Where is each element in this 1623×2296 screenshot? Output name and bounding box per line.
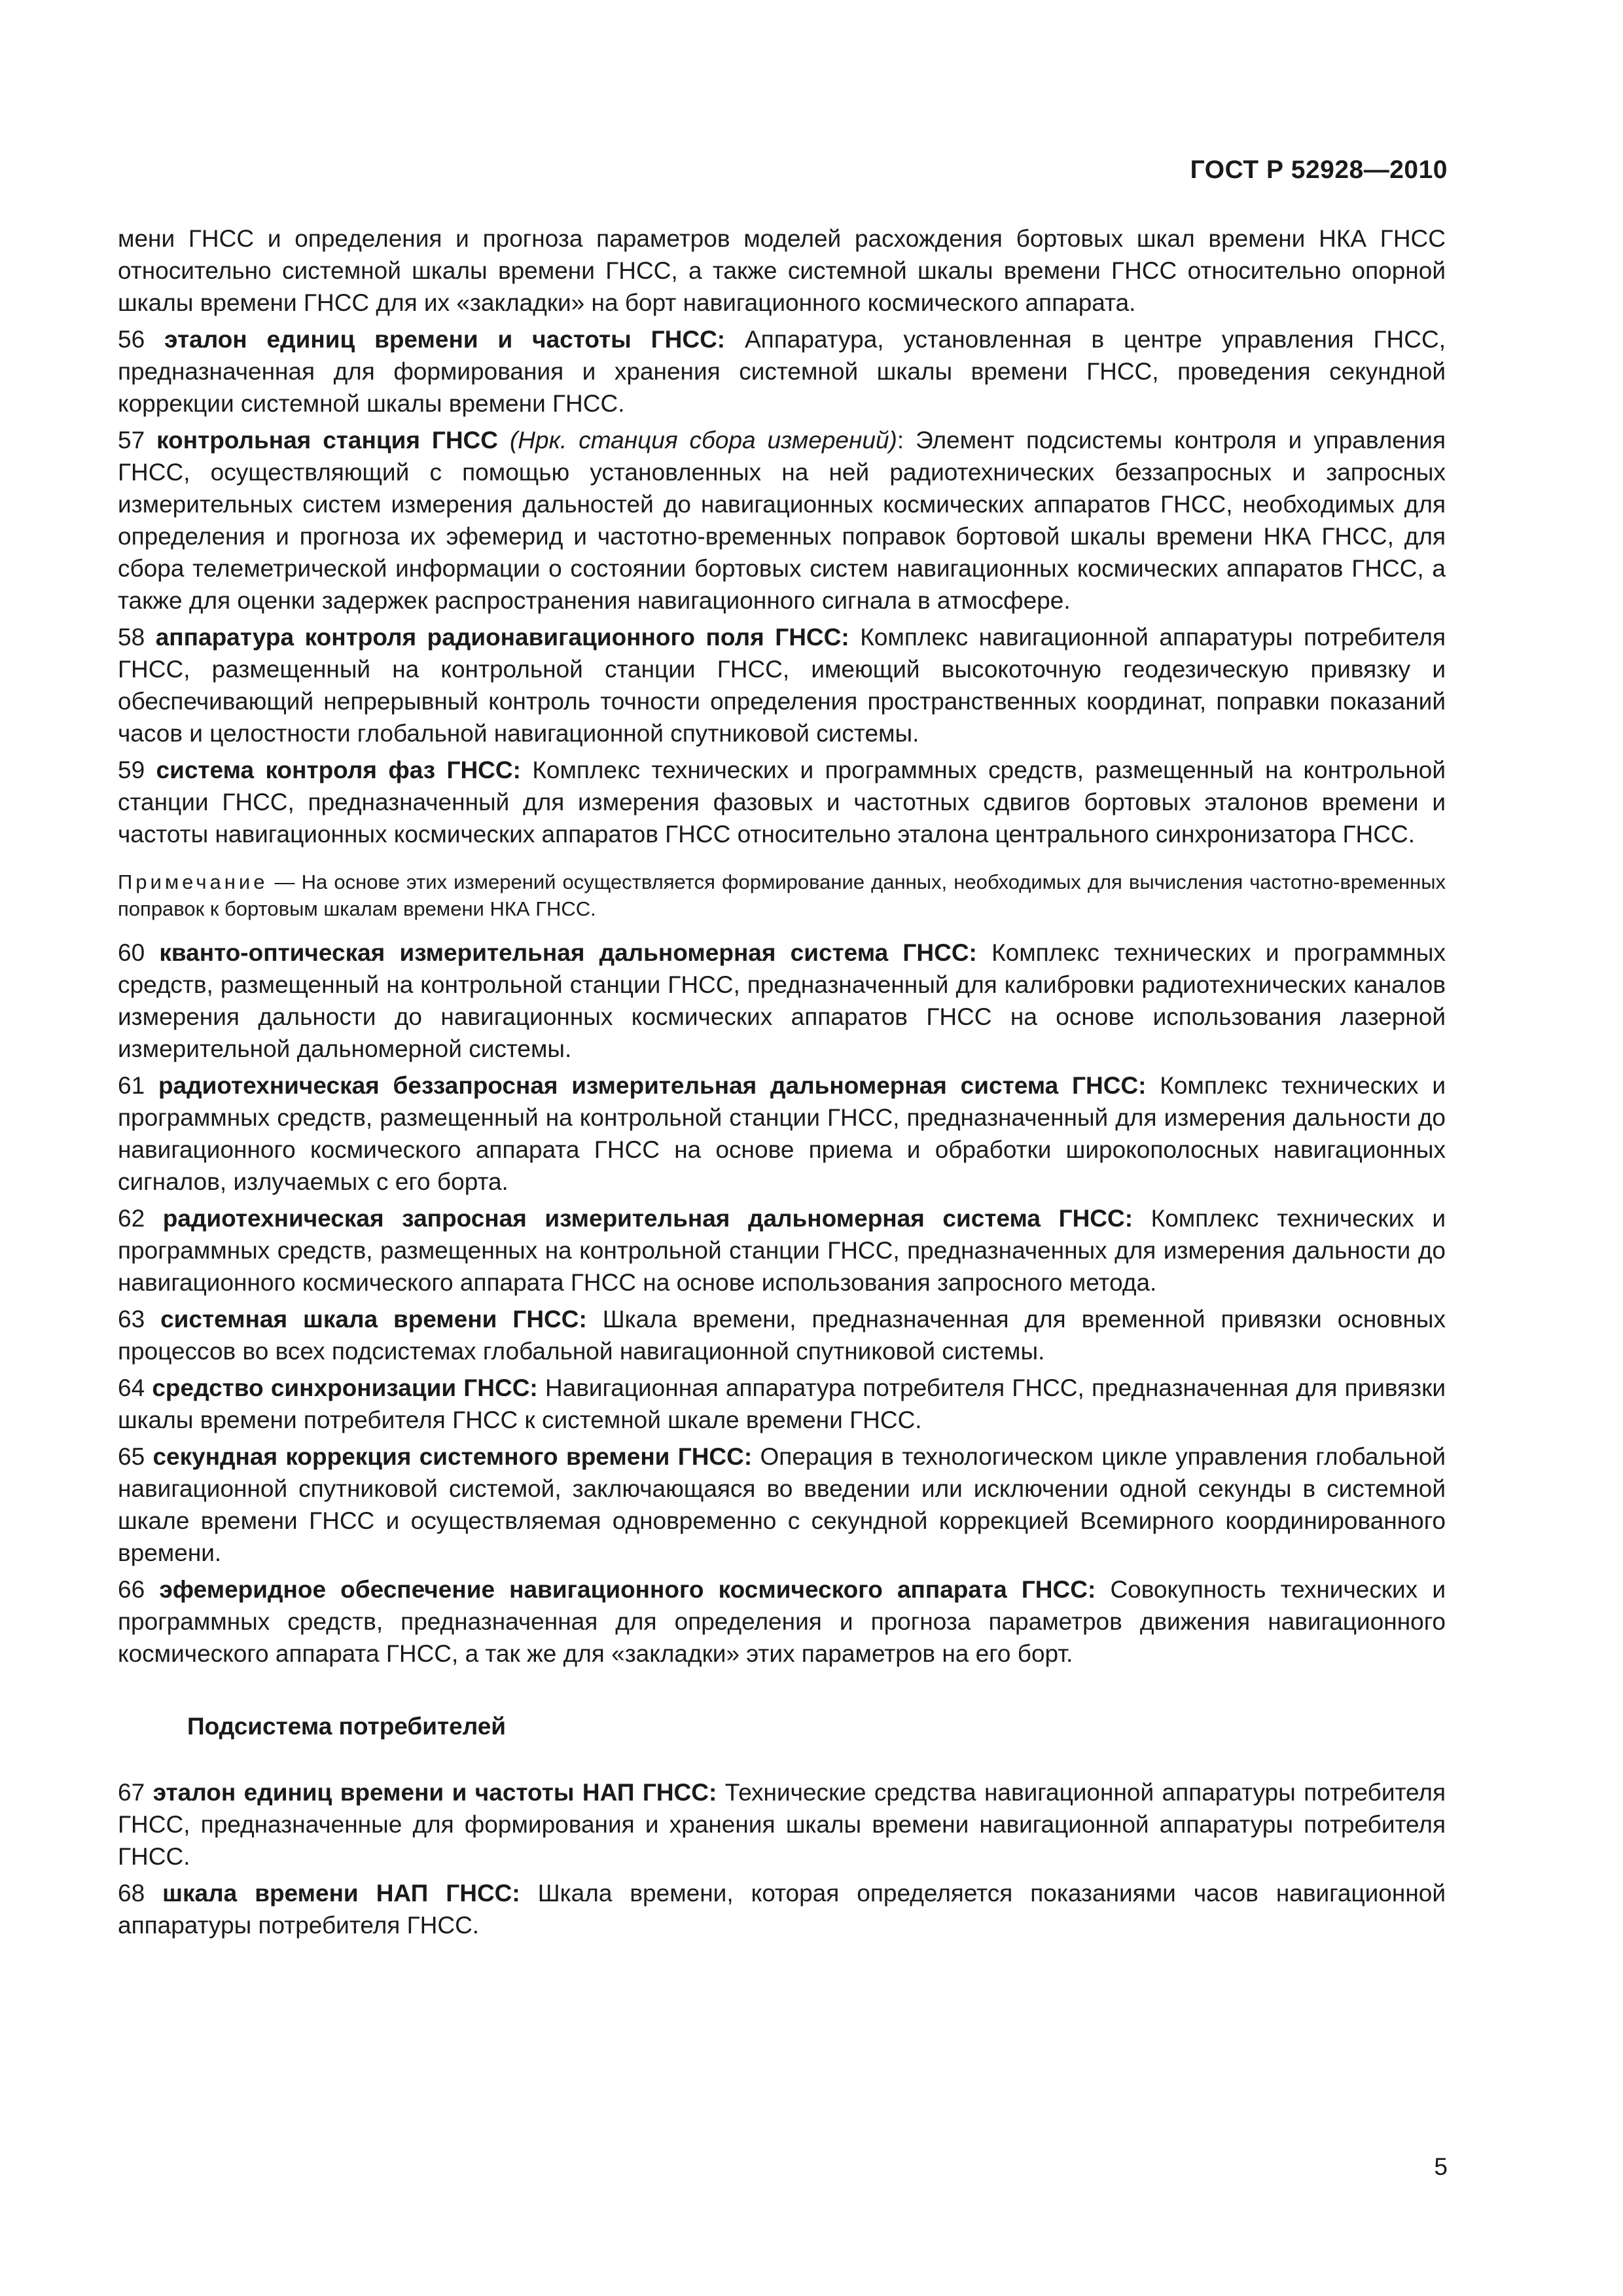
standard-designation: ГОСТ Р 52928—2010	[1190, 156, 1448, 184]
document-body	[118, 223, 1446, 1941]
term-title: секундная коррекция системного времени ГНСС:	[152, 1443, 753, 1470]
term-title: системная шкала времени ГНСС:	[160, 1306, 587, 1333]
term-number: 65	[118, 1443, 145, 1470]
term-definition: Комплекс технических и программных средств, размещенный на контрольной станции ГНСС, предназначенный для измерения фазовых и частотных сдвигов бортовых эталонов времени и частоты навигационных космических аппаратов ГНСС относительно эталона центрального синхронизатора ГНСС.	[118, 757, 1446, 848]
note-paragraph	[118, 869, 1446, 922]
term-title: аппаратура контроля радионавигационного поля ГНСС:	[155, 624, 849, 651]
term-definition: Технические средства навигационной аппаратуры потребителя ГНСС, предназначенные для формирования и хранения шкалы времени навигационной аппаратуры потребителя ГНСС.	[118, 1779, 1446, 1870]
term-number: 58	[118, 624, 145, 651]
term-entry-56	[118, 323, 1446, 420]
term-entry-66	[118, 1573, 1446, 1670]
term-number: 60	[118, 939, 145, 966]
term-deprecated-note: (Нрк. станция сбора измерений)	[509, 427, 897, 454]
term-number: 59	[118, 757, 145, 783]
term-entry-63	[118, 1303, 1446, 1367]
term-definition: Аппаратура, установленная в центре управления ГНСС, предназначенная для формирования и хранения системной шкалы времени ГНСС, проведения секундной коррекции системной шкалы времени ГНСС.	[118, 326, 1446, 417]
continuation-paragraph: мени ГНСС и определения и прогноза параметров моделей расхождения бортовых шкал времени НКА ГНСС относительно системной шкалы времени ГНСС, а также системной шкалы времени ГНСС относительно опорной шкалы времени ГНСС для их «закладки» на борт навигационного космического аппарата.	[118, 225, 1446, 316]
term-number: 68	[118, 1880, 145, 1907]
term-number: 57	[118, 427, 145, 454]
term-number: 66	[118, 1576, 145, 1603]
term-number: 61	[118, 1072, 145, 1099]
term-definition: Шкала времени, которая определяется показаниями часов навигационной аппаратуры потребителя ГНСС.	[118, 1880, 1446, 1939]
term-definition: Комплекс навигационной аппаратуры потребителя ГНСС, размещенный на контрольной станции ГНСС, имеющий высокоточную геодезическую привязку и обеспечивающий непрерывный контроль точности определения пространственных координат, поправки показаний часов и целостности глобальной навигационной спутниковой системы.	[118, 624, 1446, 747]
term-definition: Комплекс технических и программных средств, размещенный на контрольной станции ГНСС, предназначенный для калибровки радиотехнических каналов измерения дальности до навигационных космических аппаратов ГНСС на основе использования лазерной измерительной дальномерной системы.	[118, 939, 1446, 1062]
term-definition: Шкала времени, предназначенная для временной привязки основных процессов во всех подсистемах глобальной навигационной спутниковой системы.	[118, 1306, 1446, 1365]
note-label: Примечание	[118, 870, 268, 893]
term-title: радиотехническая запросная измерительная дальномерная система ГНСС:	[162, 1205, 1133, 1232]
term-number: 67	[118, 1779, 145, 1806]
term-title: система контроля фаз ГНСС:	[156, 757, 521, 783]
term-entry-58	[118, 621, 1446, 749]
term-definition: Операция в технологическом цикле управления глобальной навигационной спутниковой системой, заключающаяся во введении или исключении одной секунды в системной шкале времени ГНСС и осуществляемая одновременно с секундной коррекцией Всемирного координированного времени.	[118, 1443, 1446, 1566]
term-definition: Навигационная аппаратура потребителя ГНСС, предназначенная для привязки шкалы времени потребителя ГНСС к системной шкале времени ГНСС.	[118, 1374, 1446, 1433]
term-number: 64	[118, 1374, 145, 1401]
term-title: эталон единиц времени и частоты ГНСС:	[164, 326, 726, 353]
note-text: — На основе этих измерений осуществляется формирование данных, необходимых для вычисления частотно-временных поправок к бортовым шкалам времени НКА ГНСС.	[118, 870, 1446, 920]
term-title: шкала времени НАП ГНСС:	[162, 1880, 520, 1907]
term-title: эфемеридное обеспечение навигационного космического аппарата ГНСС:	[159, 1576, 1096, 1603]
term-title: радиотехническая беззапросная измерительная дальномерная система ГНСС:	[158, 1072, 1147, 1099]
term-title: эталон единиц времени и частоты НАП ГНСС:	[152, 1779, 717, 1806]
term-definition: Комплекс технических и программных средств, размещенный на контрольной станции ГНСС, предназначенный для измерения дальности до навигационного космического аппарата ГНСС на основе приема и обработки широкополосных навигационных сигналов, излучаемых с его борта.	[118, 1072, 1446, 1195]
term-definition: : Элемент подсистемы контроля и управления ГНСС, осуществляющий с помощью установленных на ней радиотехнических беззапросных и запросных измерительных систем измерения дальностей до навигационных космических аппаратов ГНСС, необходимых для определения и прогноза их эфемерид и частотно-временных поправок бортовой шкалы времени НКА ГНСС, для сбора телеметрической информации о состоянии бортовых систем навигационных космических аппаратов ГНСС, а также для оценки задержек распространения навигационного сигнала в атмосфере.	[118, 427, 1446, 614]
term-title: кванто-оптическая измерительная дальномерная система ГНСС:	[159, 939, 977, 966]
term-number: 63	[118, 1306, 145, 1333]
term-entry-68	[118, 1877, 1446, 1941]
page-number: 5	[1434, 2153, 1448, 2180]
term-entry-65	[118, 1441, 1446, 1569]
term-number: 56	[118, 326, 145, 353]
section-heading: Подсистема потребителей	[187, 1713, 507, 1740]
term-title: контрольная станция ГНСС	[156, 427, 498, 454]
term-title: средство синхронизации ГНСС:	[152, 1374, 538, 1401]
term-entry-57	[118, 424, 1446, 617]
term-entry-60	[118, 937, 1446, 1065]
term-number: 62	[118, 1205, 145, 1232]
term-entry-62	[118, 1202, 1446, 1299]
term-definition: Совокупность технических и программных средств, предназначенная для определения и прогноза параметров движения навигационного космического аппарата ГНСС, а так же для «закладки» этих параметров на его борт.	[118, 1576, 1446, 1667]
term-entry-67	[118, 1776, 1446, 1873]
term-entry-61	[118, 1069, 1446, 1198]
term-definition: Комплекс технических и программных средств, размещенных на контрольной станции ГНСС, предназначенных для измерения дальности до навигационного космического аппарата ГНСС на основе использования запросного метода.	[118, 1205, 1446, 1296]
term-entry-64	[118, 1372, 1446, 1436]
term-entry-59	[118, 754, 1446, 850]
